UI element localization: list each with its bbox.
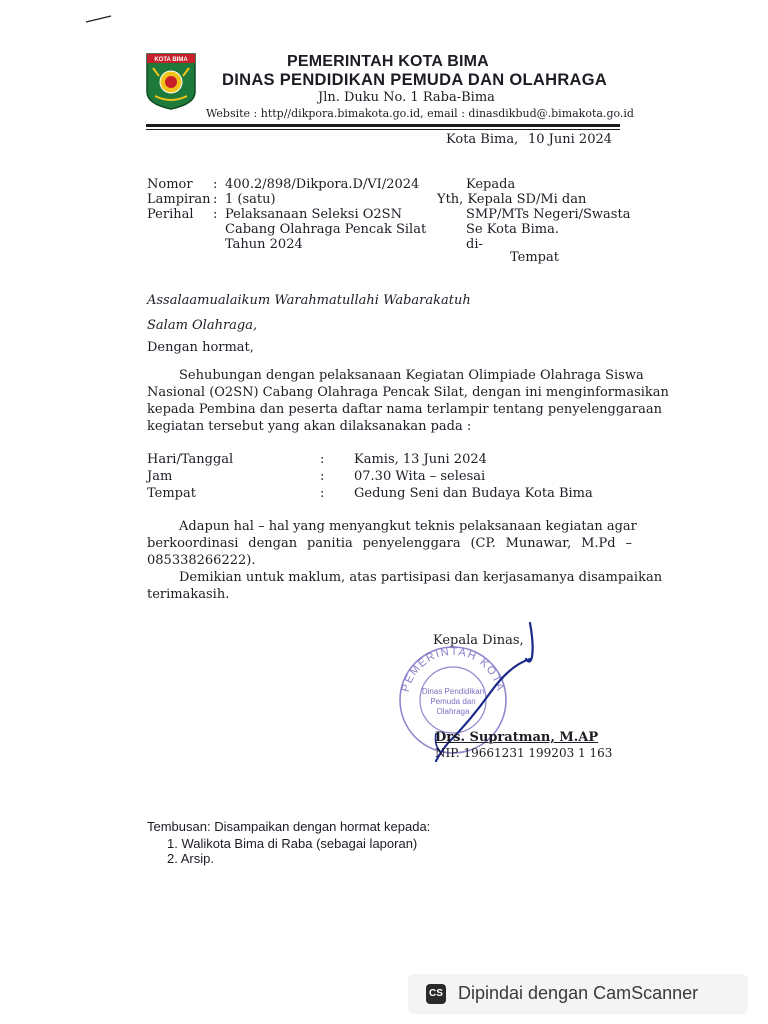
letterhead-website: Website : http//dikpora.bimakota.go.id, email : dinasdikbud@.bimakota.go.id: [206, 107, 634, 120]
recipient-kepada: Kepada: [466, 177, 516, 192]
camscanner-icon: CS: [426, 984, 446, 1004]
nomor-label: Nomor: [147, 177, 193, 192]
perihal-label: Perihal: [147, 207, 194, 222]
para2-line: 085338266222).: [147, 553, 256, 568]
stamp-inner-line3: Olahraga: [436, 707, 470, 716]
stamp-inner-line1: Dinas Pendidikan: [421, 687, 485, 696]
schedule-value: Kamis, 13 Juni 2024: [354, 452, 487, 467]
para1-line: kepada Pembina dan peserta daftar nama terlampir tentang penyelenggaraan: [147, 402, 662, 417]
letterhead-rule-thin: [146, 129, 620, 130]
stamp-inner-line2: Pemuda dan: [430, 697, 476, 706]
signatory-name: Drs. Supratman, M.AP: [435, 730, 599, 745]
para2-line: Adapun hal – hal yang menyangkut teknis pelaksanaan kegiatan agar: [179, 519, 637, 534]
letterhead-line1: PEMERINTAH KOTA BIMA: [287, 53, 489, 70]
para1-line: Nasional (O2SN) Cabang Olahraga Pencak Silat, dengan ini menginformasikan: [147, 385, 669, 400]
salam-islamic: Assalaamualaikum Warahmatullahi Wabarakatuh: [147, 293, 471, 308]
lampiran-sep: :: [213, 192, 218, 207]
schedule-value: 07.30 Wita – selesai: [354, 469, 486, 484]
recipient-di: di-: [466, 237, 483, 252]
tembusan-heading: Tembusan: Disampaikan dengan hormat kepada:: [147, 819, 431, 834]
letterhead-line2: DINAS PENDIDIKAN PEMUDA DAN OLAHRAGA: [222, 71, 608, 89]
schedule-sep: :: [320, 452, 325, 467]
signatory-nip: NIP. 19661231 199203 1 163: [435, 746, 613, 760]
recipient-yth: Yth, Kepala SD/Mi dan: [437, 192, 587, 207]
para1-line: Sehubungan dengan pelaksanaan Kegiatan Olimpiade Olahraga Siswa: [179, 368, 644, 383]
lampiran-label: Lampiran: [147, 192, 211, 207]
date-city: Kota Bima,: [446, 132, 519, 147]
para3-line: Demikian untuk maklum, atas partisipasi dan kerjasamanya disampaikan: [179, 570, 663, 585]
pen-mark: [84, 12, 114, 26]
letterhead-rule-thick: [146, 124, 620, 127]
perihal-line1: Pelaksanaan Seleksi O2SN: [225, 207, 402, 222]
schedule-sep: :: [320, 486, 325, 501]
recipient-line3: Se Kota Bima.: [466, 222, 559, 237]
city-emblem-logo: [145, 52, 197, 110]
schedule-label: Hari/Tanggal: [147, 452, 234, 467]
para3-line: terimakasih.: [147, 587, 230, 602]
signatory-title: Kepala Dinas,: [433, 633, 524, 648]
recipient-line2: SMP/MTs Negeri/Swasta: [466, 207, 631, 222]
para1-line: kegiatan tersebut yang akan dilaksanakan pada :: [147, 419, 472, 434]
stamp-outer-text: PEMERINTAH KOTA: [399, 645, 507, 694]
perihal-line2: Cabang Olahraga Pencak Silat: [225, 222, 427, 237]
nomor-value: 400.2/898/Dikpora.D/VI/2024: [225, 177, 420, 192]
date-value: 10 Juni 2024: [528, 132, 613, 147]
schedule-sep: :: [320, 469, 325, 484]
schedule-label: Jam: [147, 469, 173, 484]
lampiran-value: 1 (satu): [225, 192, 276, 207]
letterhead-address: Jln. Duku No. 1 Raba-Bima: [318, 90, 495, 105]
nomor-sep: :: [213, 177, 218, 192]
schedule-label: Tempat: [147, 486, 196, 501]
camscanner-label: Dipindai dengan CamScanner: [458, 983, 699, 1003]
tembusan-item: 1. Walikota Bima di Raba (sebagai laporan): [167, 836, 418, 851]
schedule-value: Gedung Seni dan Budaya Kota Bima: [354, 486, 593, 501]
perihal-sep: :: [213, 207, 218, 222]
dengan-hormat: Dengan hormat,: [147, 340, 254, 355]
para2-line: berkoordinasi dengan panitia penyelenggara (CP. Munawar, M.Pd –: [147, 536, 632, 551]
svg-text:KOTA BIMA: KOTA BIMA: [154, 57, 188, 63]
recipient-tempat: Tempat: [510, 250, 559, 265]
tembusan-item: 2. Arsip.: [167, 851, 214, 866]
camscanner-badge: [408, 974, 748, 1014]
perihal-line3: Tahun 2024: [225, 237, 303, 252]
salam-olahraga: Salam Olahraga,: [147, 318, 258, 333]
